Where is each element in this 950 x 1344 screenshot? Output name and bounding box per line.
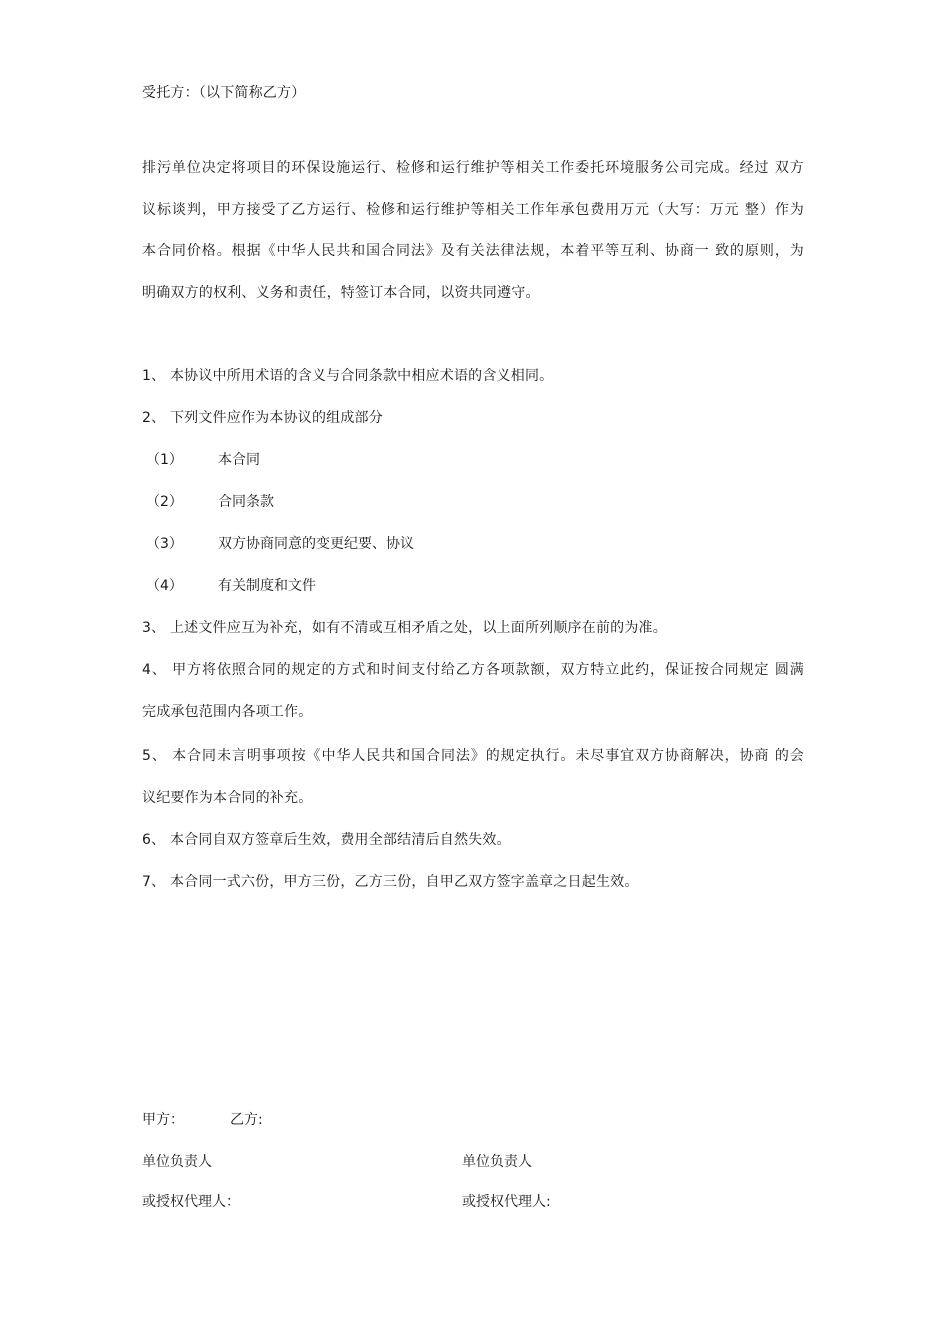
preamble-line-2: 议标谈判，甲方接受了乙方运行、检修和运行维护等相关工作年承包费用万元（大写：万元 整）作为 — [142, 202, 804, 218]
clause-5-line-1: 5、 本合同未言明事项按《中华人民共和国合同法》的规定执行。未尽事宜双方协商解决，协商 的会 — [142, 748, 804, 764]
party-a-label: 甲方： — [142, 1112, 184, 1128]
clause-6: 6、 本合同自双方签章后生效，费用全部结清后自然失效。 — [142, 832, 511, 848]
clause-7: 7、 本合同一式六份，甲方三份，乙方三份，自甲乙双方签字盖章之日起生效。 — [142, 874, 639, 890]
clause-5-line-2: 议纪要作为本合同的补充。 — [142, 790, 313, 806]
party-b-label: 乙方: — [230, 1112, 263, 1128]
sub-item-number: （2） — [146, 494, 183, 510]
clause-2: 2、 下列文件应作为本协议的组成部分 — [142, 410, 383, 426]
party-b-head-label: 单位负责人 — [462, 1154, 532, 1170]
party-b-agent-label: 或授权代理人: — [462, 1194, 551, 1210]
clause-1: 1、 本协议中所用术语的含义与合同条款中相应术语的含义相同。 — [142, 368, 554, 384]
trustee-line: 受托方：（以下简称乙方） — [142, 85, 306, 101]
sub-item-text: 本合同 — [218, 452, 260, 468]
party-a-head-label: 单位负责人 — [142, 1154, 212, 1170]
preamble-line-1: 排污单位决定将项目的环保设施运行、检修和运行维护等相关工作委托环境服务公司完成。经过 双方 — [142, 160, 804, 176]
sub-item-number: （1） — [146, 452, 183, 468]
party-a-agent-label: 或授权代理人： — [142, 1194, 240, 1210]
clause-3: 3、 上述文件应互为补充，如有不清或互相矛盾之处，以上面所列顺序在前的为准。 — [142, 620, 667, 636]
sub-item-text: 双方协商同意的变更纪要、协议 — [218, 536, 414, 552]
preamble-line-4: 明确双方的权利、义务和责任，特签订本合同，以资共同遵守。 — [142, 285, 540, 301]
sub-item-number: （4） — [146, 578, 183, 594]
clause-4-line-2: 完成承包范围内各项工作。 — [142, 704, 313, 720]
clause-4-line-1: 4、 甲方将依照合同的规定的方式和时间支付给乙方各项款额，双方特立此约，保证按合同规定 圆满 — [142, 662, 804, 678]
preamble-line-3: 本合同价格。根据《中华人民共和国合同法》及有关法律法规，本着平等互利、协商一 致的原则，为 — [142, 243, 804, 259]
sub-item-number: （3） — [146, 536, 183, 552]
sub-item-text: 有关制度和文件 — [218, 578, 316, 594]
sub-item-text: 合同条款 — [218, 494, 274, 510]
